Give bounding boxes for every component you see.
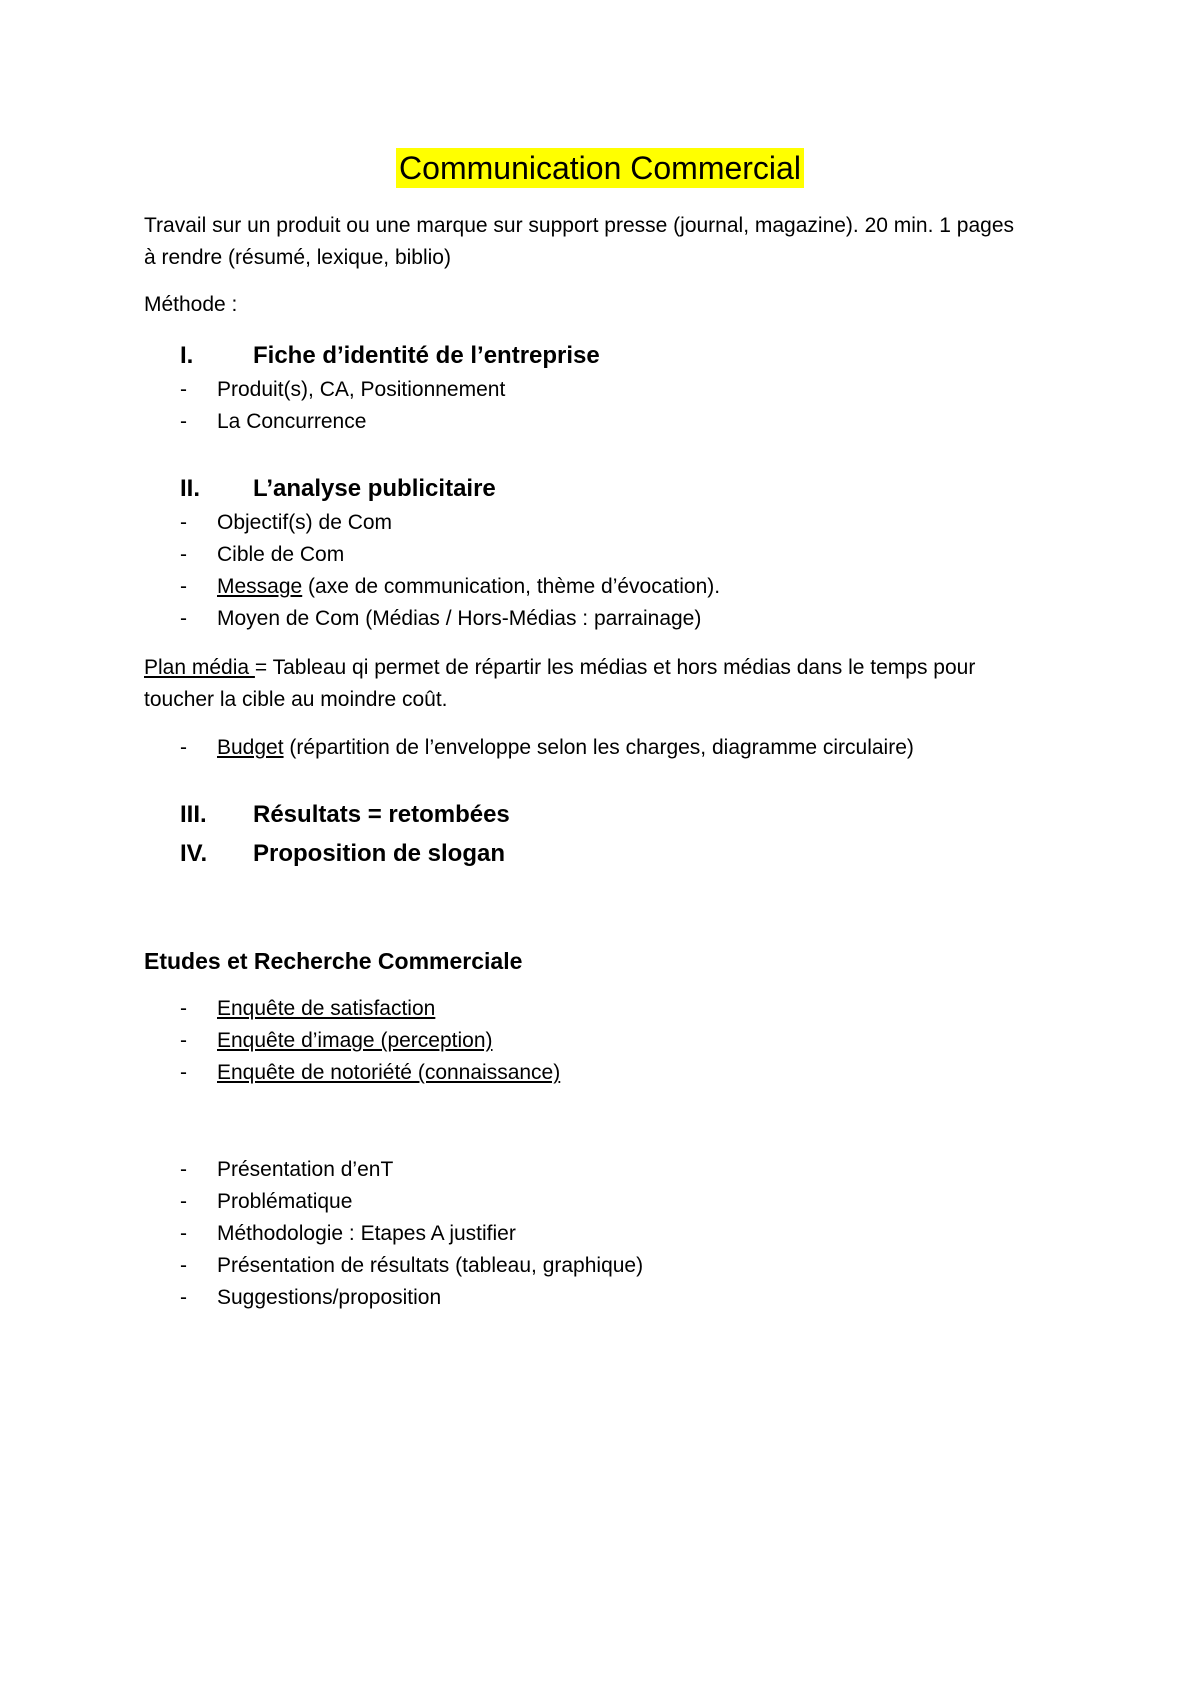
bullet-dash: -	[180, 736, 187, 759]
plan-media-definition: = Tableau qi permet de répartir les médias et hors médias dans le temps pour	[254, 656, 976, 679]
bullet-dash: -	[180, 1222, 187, 1245]
intro-line-1: Travail sur un produit ou une marque sur support presse (journal, magazine). 20 min. 1 pages	[144, 214, 1015, 237]
budget-detail: (répartition de l’enveloppe selon les charges, diagramme circulaire)	[283, 736, 914, 759]
methode-label: Méthode :	[144, 293, 238, 316]
step-item: Présentation d’enT	[217, 1158, 394, 1181]
bullet-dash: -	[180, 543, 187, 566]
list-item: Cible de Com	[217, 543, 345, 566]
bullet-dash: -	[180, 1158, 187, 1181]
bullet-dash: -	[180, 607, 187, 630]
document-title: Communication Commercial	[396, 148, 804, 188]
message-label: Message	[217, 575, 303, 598]
list-item-budget	[217, 735, 914, 761]
plan-media-line-1	[144, 655, 975, 681]
message-detail: (axe de communication, thème d’évocation).	[302, 575, 721, 598]
section-1-title: Fiche d’identité de l’entreprise	[253, 342, 600, 369]
plan-media-line-2: toucher la cible au moindre coût.	[144, 688, 448, 711]
bullet-dash: -	[180, 410, 187, 433]
section-3-title: Résultats = retombées	[253, 801, 510, 828]
section-1-number: I.	[180, 342, 194, 369]
bullet-dash: -	[180, 1029, 187, 1052]
list-item: Produit(s), CA, Positionnement	[217, 378, 506, 401]
bullet-dash: -	[180, 575, 187, 598]
step-item: Suggestions/proposition	[217, 1286, 442, 1309]
bullet-dash: -	[180, 1190, 187, 1213]
section-2-title: L’analyse publicitaire	[253, 475, 496, 502]
section-4-number: IV.	[180, 840, 208, 867]
plan-media-label: Plan média	[144, 656, 255, 679]
list-item: Objectif(s) de Com	[217, 511, 393, 534]
budget-label: Budget	[217, 736, 284, 759]
bullet-dash: -	[180, 1254, 187, 1277]
bullet-dash: -	[180, 1286, 187, 1309]
step-item: Méthodologie : Etapes A justifier	[217, 1222, 516, 1245]
section-4-title: Proposition de slogan	[253, 840, 506, 867]
bullet-dash: -	[180, 1061, 187, 1084]
section-2-number: II.	[180, 475, 201, 502]
bullet-dash: -	[180, 378, 187, 401]
survey-item: Enquête de satisfaction	[217, 997, 436, 1020]
bullet-dash: -	[180, 997, 187, 1020]
list-item: Moyen de Com (Médias / Hors-Médias : parrainage)	[217, 607, 702, 630]
list-item: La Concurrence	[217, 410, 367, 433]
bullet-dash: -	[180, 511, 187, 534]
title-wrapper	[0, 148, 1200, 188]
section-3-number: III.	[180, 801, 207, 828]
intro-line-2: à rendre (résumé, lexique, biblio)	[144, 246, 451, 269]
step-item: Problématique	[217, 1190, 353, 1213]
survey-item: Enquête d’image (perception)	[217, 1029, 493, 1052]
step-item: Présentation de résultats (tableau, graphique)	[217, 1254, 644, 1277]
survey-item: Enquête de notoriété (connaissance)	[217, 1061, 561, 1084]
etudes-heading: Etudes et Recherche Commerciale	[144, 948, 523, 974]
list-item-message	[217, 574, 720, 600]
